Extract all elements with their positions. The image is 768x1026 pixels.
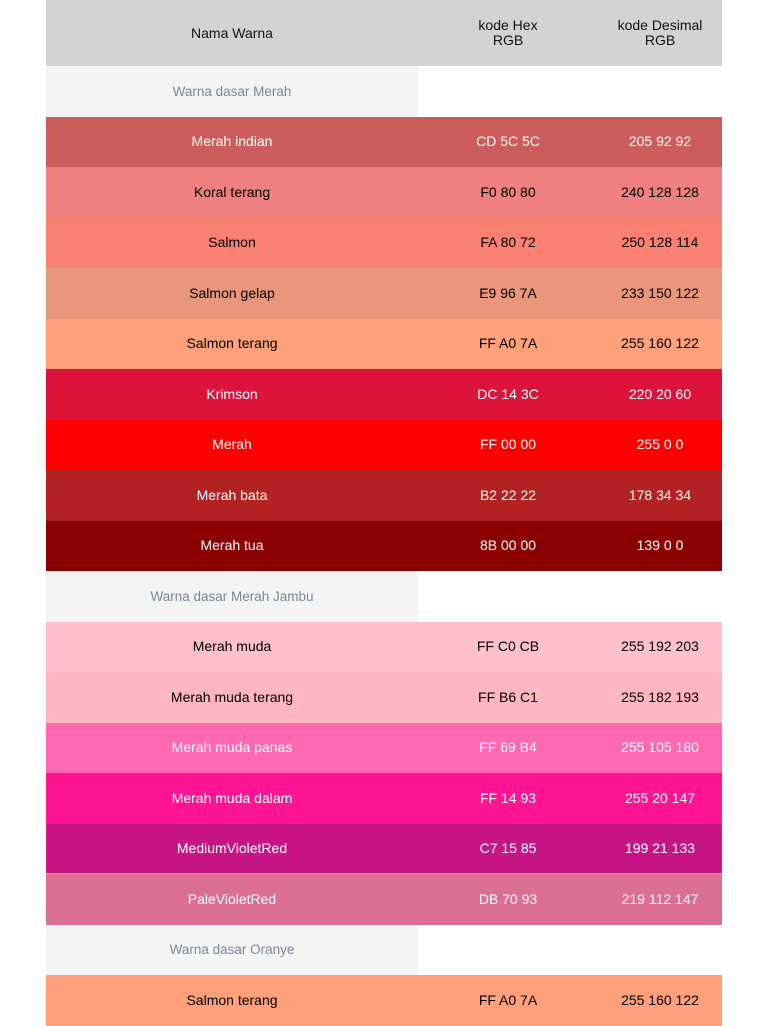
decimal-code-cell: 255 20 147 (624, 789, 696, 806)
color-name-cell: Koral terang (193, 183, 271, 200)
table-row (46, 622, 722, 673)
hex-code-cell: B2 22 22 (479, 486, 537, 503)
color-name-cell: Merah muda terang (170, 688, 294, 705)
table-row (46, 319, 722, 370)
table-row (46, 975, 722, 1026)
hex-code-cell: F0 80 80 (480, 183, 536, 200)
header-dec-line2: RGB (644, 32, 676, 48)
group-title: Warna dasar Merah (46, 66, 418, 117)
table-body (46, 66, 722, 1026)
decimal-code-cell: 139 0 0 (636, 537, 684, 554)
decimal-code-cell: 255 105 180 (621, 739, 699, 756)
decimal-code-cell: 240 128 128 (621, 183, 699, 200)
table-row (46, 723, 722, 774)
table-row (46, 420, 722, 471)
hex-code-cell: FF A0 7A (478, 335, 538, 352)
header-dec-line1: kode Desimal (617, 17, 703, 33)
header-hex-line1: kode Hex (478, 17, 538, 33)
color-name-cell: Krimson (206, 385, 258, 402)
table-row (46, 268, 722, 319)
hex-code-cell: FF 69 B4 (479, 739, 537, 756)
color-name-cell: Merah muda dalam (171, 789, 293, 806)
header-hex-line2: RGB (492, 32, 524, 48)
color-name-cell: Salmon terang (186, 335, 278, 352)
header-hex-code (418, 0, 598, 66)
color-name-cell: PaleVioletRed (187, 890, 277, 907)
decimal-code-cell: 233 150 122 (621, 284, 699, 301)
group-header-row (46, 925, 722, 976)
color-name-cell: Merah tua (200, 537, 264, 554)
decimal-code-cell: 178 34 34 (628, 486, 692, 503)
table-row (46, 167, 722, 218)
hex-code-cell: FF 14 93 (479, 789, 537, 806)
decimal-code-cell: 220 20 60 (628, 385, 692, 402)
hex-code-cell: C7 15 85 (479, 839, 537, 856)
color-name-cell: Merah muda (192, 638, 272, 655)
hex-code-cell: 8B 00 00 (479, 537, 537, 554)
color-name-cell: MediumVioletRed (176, 839, 288, 856)
decimal-code-cell: 255 182 193 (621, 688, 699, 705)
decimal-code-cell: 199 21 133 (624, 839, 696, 856)
group-header-row (46, 66, 722, 117)
color-name-cell: Salmon terang (186, 991, 278, 1008)
hex-code-cell: FF C0 CB (476, 638, 540, 655)
color-name-cell: Merah indian (191, 133, 273, 150)
table-row (46, 824, 722, 875)
table-row (46, 218, 722, 269)
color-name-cell: Salmon (208, 234, 256, 251)
table-row (46, 369, 722, 420)
table-row (46, 874, 722, 925)
decimal-code-cell: 250 128 114 (621, 234, 699, 251)
hex-code-cell: FF 00 00 (479, 436, 537, 453)
color-name-cell: Salmon gelap (189, 284, 275, 301)
hex-code-cell: DC 14 3C (477, 385, 539, 402)
table-header (46, 0, 722, 66)
decimal-code-cell: 255 160 122 (621, 335, 699, 352)
color-name-cell: Merah muda panas (171, 739, 293, 756)
color-table (46, 0, 722, 1026)
hex-code-cell: FA 80 72 (480, 234, 536, 251)
decimal-code-cell: 255 160 122 (621, 991, 699, 1008)
group-header-row (46, 571, 722, 622)
hex-code-cell: CD 5C 5C (476, 133, 540, 150)
decimal-code-cell: 219 112 147 (621, 890, 699, 907)
table-row (46, 773, 722, 824)
table-row (46, 521, 722, 572)
table-row (46, 672, 722, 723)
header-decimal-code (598, 0, 722, 66)
table-row (46, 470, 722, 521)
color-name-cell: Merah (212, 436, 252, 453)
color-name-cell: Merah bata (196, 486, 268, 503)
table-row (46, 117, 722, 168)
decimal-code-cell: 205 92 92 (628, 133, 692, 150)
header-color-name (46, 0, 418, 66)
decimal-code-cell: 255 192 203 (621, 638, 699, 655)
decimal-code-cell: 255 0 0 (636, 436, 684, 453)
group-title: Warna dasar Merah Jambu (46, 571, 418, 622)
hex-code-cell: FF B6 C1 (478, 688, 538, 705)
hex-code-cell: E9 96 7A (479, 284, 537, 301)
group-title: Warna dasar Oranye (46, 925, 418, 976)
hex-code-cell: DB 70 93 (478, 890, 538, 907)
header-name-label: Nama Warna (191, 24, 273, 41)
hex-code-cell: FF A0 7A (478, 991, 538, 1008)
